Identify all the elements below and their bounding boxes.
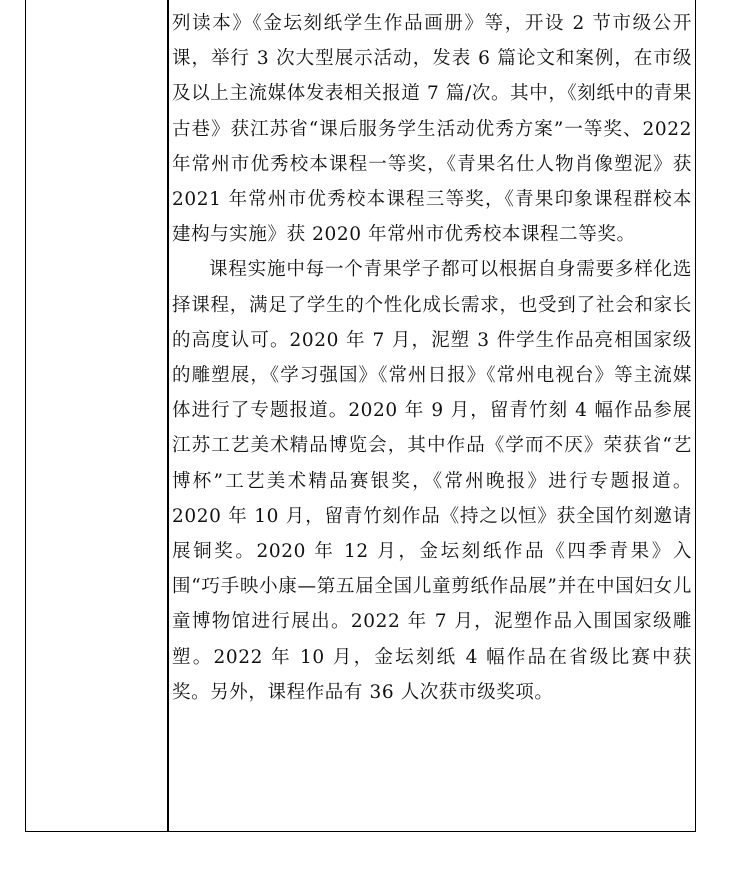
paragraph-continued: 列读本》《金坛刻纸学生作品画册》等，开设 2 节市级公开课，举行 3 次大型展示活动，发表 6 篇论文和案例，在市级及以上主流媒体发表相关报道 7 篇/次。其中，《刻纸中的青果古巷》获江苏省“课后服务学生活动优秀方案”一等奖、2022 年常州市优秀校本课程一等奖，《青果名仕人物肖像塑泥》获 2021 年常州市优秀校本课程三等奖，《青果印象课程群校本建构与实施》获 2020 年常州市优秀校本课程二等奖。 [172, 13, 692, 246]
paragraph-course-implementation: 课程实施中每一个青果学子都可以根据自身需要多样化选择课程，满足了学生的个性化成长需求，也受到了社会和家长的高度认可。2020 年 7 月，泥塑 3 件学生作品亮相国家级的雕塑展，《学习强国》《常州日报》《常州电视台》等主流媒体进行了专题报道。2020 年 9 月，留青竹刻 4 幅作品参展江苏工艺美术精品博览会，其中作品《学而不厌》荣获省“艺博杯”工艺美术精品赛银奖，《常州晚报》进行专题报道。2020 年 10 月，留青竹刻作品《持之以恒》获全国竹刻邀请展铜奖。2020 年 12 月，金坛刻纸作品《四季青果》入围“巧手映小康—第五届全国儿童剪纸作品展”并在中国妇女儿童博物馆进行展出。2022 年 7 月，泥塑作品入围国家级雕塑。2022 年 10 月，金坛刻纸 4 幅作品在省级比赛中获奖。另外，课程作品有 36 人次获市级奖项。 [172, 259, 692, 703]
column-divider [167, 0, 169, 832]
content-cell [172, 6, 692, 710]
